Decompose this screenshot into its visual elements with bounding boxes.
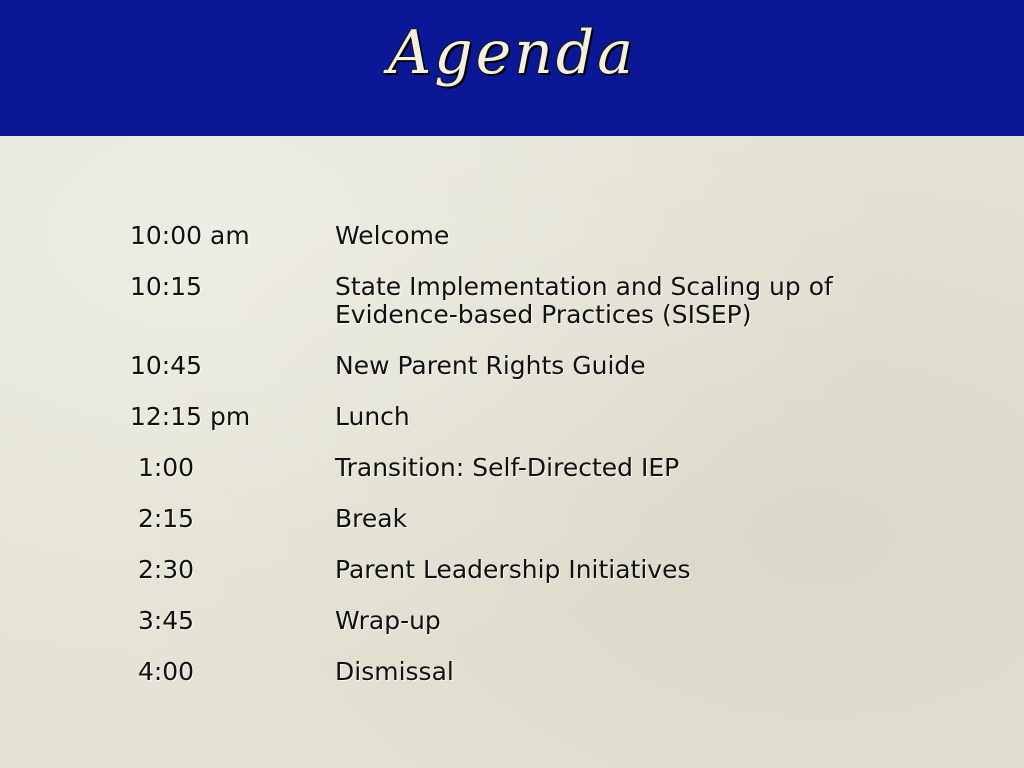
agenda-item: Break bbox=[335, 504, 408, 533]
agenda-item: Wrap-up bbox=[335, 606, 441, 635]
agenda-time: 10:00 am bbox=[130, 221, 250, 250]
agenda-item: Lunch bbox=[335, 402, 410, 431]
agenda-row bbox=[130, 556, 890, 584]
title-bar bbox=[0, 0, 1024, 136]
agenda-time: 12:15 pm bbox=[130, 402, 251, 431]
agenda-row bbox=[130, 403, 890, 431]
agenda-time: 1:00 bbox=[130, 453, 195, 482]
agenda-row bbox=[130, 658, 890, 686]
agenda-item: New Parent Rights Guide bbox=[335, 351, 646, 380]
agenda-time: 10:45 bbox=[130, 351, 203, 380]
agenda-item: Dismissal bbox=[335, 657, 454, 686]
agenda-row bbox=[130, 607, 890, 635]
agenda-item: Welcome bbox=[335, 221, 450, 250]
agenda-list bbox=[130, 222, 890, 709]
agenda-item: Parent Leadership Initiatives bbox=[335, 555, 691, 584]
agenda-time: 10:15 bbox=[130, 272, 203, 301]
agenda-row bbox=[130, 273, 890, 329]
agenda-time: 3:45 bbox=[130, 606, 195, 635]
agenda-time: 4:00 bbox=[130, 657, 195, 686]
agenda-time: 2:15 bbox=[130, 504, 195, 533]
agenda-row bbox=[130, 352, 890, 380]
agenda-item: Transition: Self-Directed IEP bbox=[335, 453, 680, 482]
agenda-row bbox=[130, 222, 890, 250]
slide-title: Agenda bbox=[387, 18, 637, 88]
agenda-time: 2:30 bbox=[130, 555, 195, 584]
agenda-row bbox=[130, 454, 890, 482]
agenda-item: State Implementation and Scaling up of Evidence-based Practices (SISEP) bbox=[335, 272, 833, 329]
agenda-row bbox=[130, 505, 890, 533]
